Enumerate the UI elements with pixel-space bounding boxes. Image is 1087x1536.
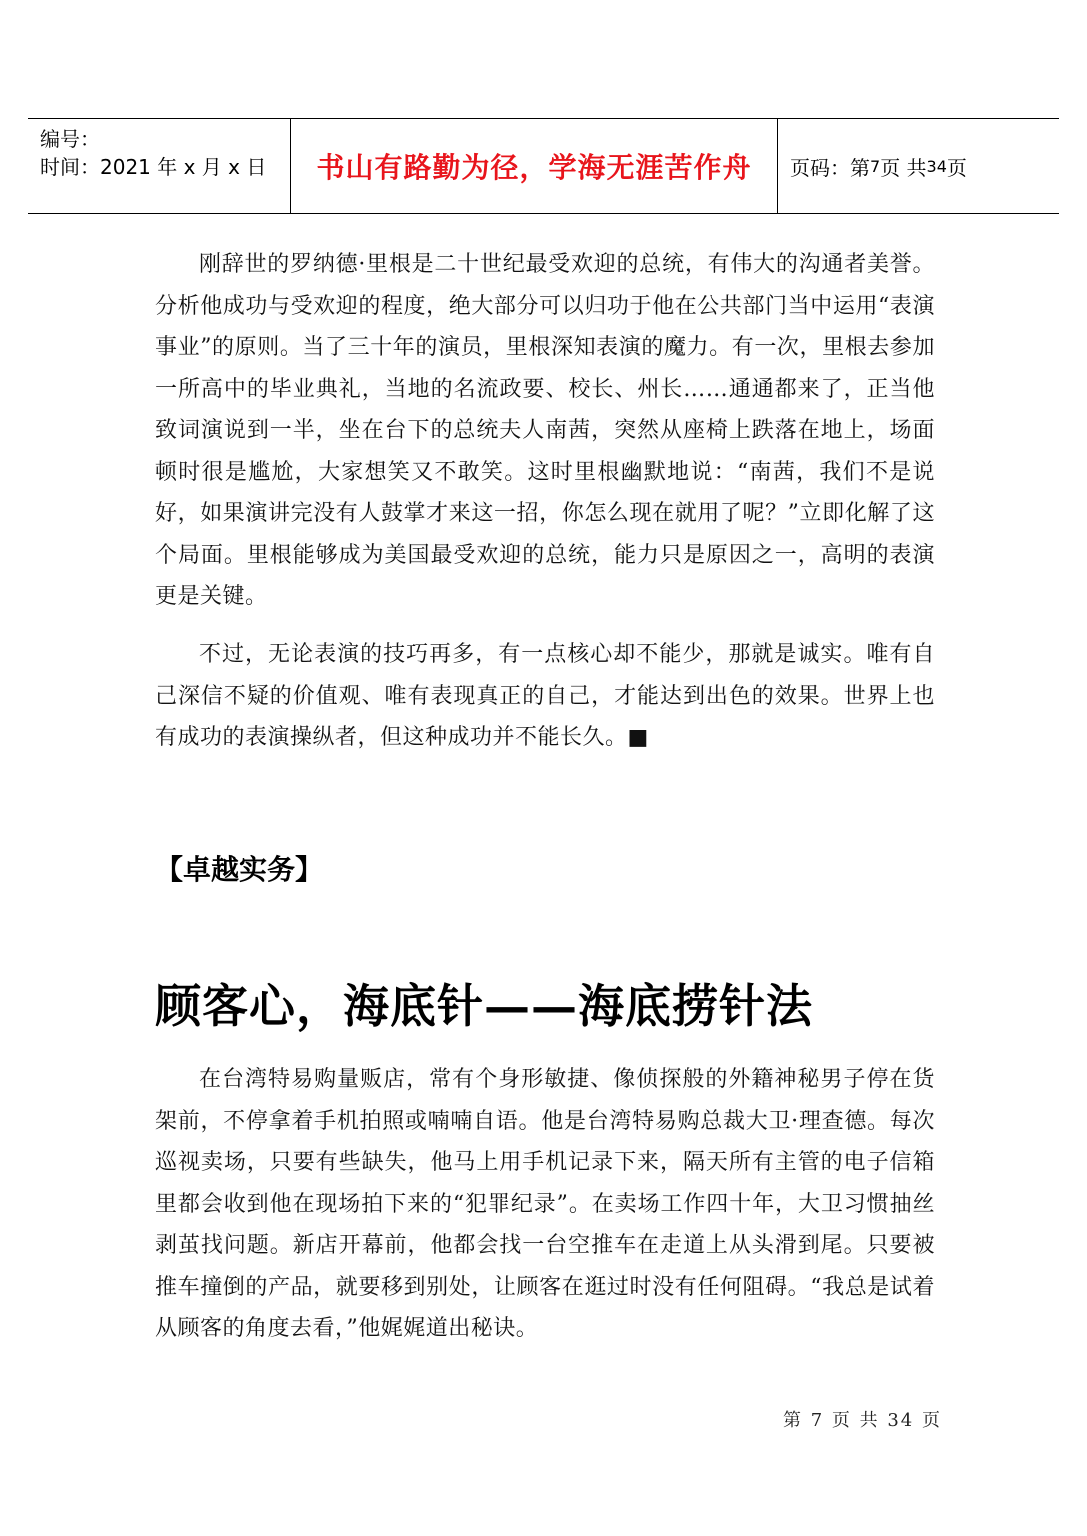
article-title: 顾客心，海底针——海底捞针法 — [155, 979, 813, 1033]
body-paragraph-1: 刚辞世的罗纳德·里根是二十世纪最受欢迎的总统，有伟大的沟通者美誉。分析他成功与受欢迎的程度，绝大部分可以归功于他在公共部门当中运用“表演事业”的原则。当了三十年的演员，里根深知表演的魔力。有一次，里根去参加一所高中的毕业典礼，当地的名流政要、校长、州长……通通都来了，正当他致词演说到一半，坐在台下的总统夫人南茜，突然从座椅上跌落在地上，场面顿时很是尴尬，大家想笑又不敢笑。这时里根幽默地说：“南茜，我们不是说好，如果演讲完没有人鼓掌才来这一招，你怎么现在就用了呢？”立即化解了这个局面。里根能够成为美国最受欢迎的总统，能力只是原因之一，高明的表演更是关键。 — [155, 252, 935, 609]
paragraph-2-text: 不过，无论表演的技巧再多，有一点核心却不能少，那就是诚实。唯有自己深信不疑的价值观、唯有表现真正的自己，才能达到出色的效果。世界上也有成功的表演操纵者，但这种成功并不能长久。 — [155, 642, 935, 750]
document-number-label: 编号： — [40, 127, 100, 151]
header-motto: 书山有路勤为径，学海无涯苦作舟 — [291, 119, 778, 213]
section-label: 【卓越实务】 — [155, 853, 324, 886]
header-table — [28, 118, 1059, 214]
page-suffix: 页 — [946, 155, 967, 180]
header-meta-cell — [28, 119, 291, 213]
header-page-info — [778, 119, 1059, 213]
page-total: 34 — [926, 156, 947, 176]
page-middle: 页 共 — [880, 155, 927, 180]
page-current: 7 — [870, 156, 881, 176]
end-mark: ■ — [627, 725, 649, 750]
page-prefix: 页码：第 — [790, 155, 870, 180]
document-time-label: 时间：2021 年 x 月 x 日 — [40, 155, 267, 179]
page-footer: 第 7 页 共 34 页 — [783, 1410, 942, 1431]
body-paragraph-3: 在台湾特易购量贩店，常有个身形敏捷、像侦探般的外籍神秘男子停在货架前，不停拿着手机拍照或喃喃自语。他是台湾特易购总裁大卫·理查德。每次巡视卖场，只要有些缺失，他马上用手机记录下来，隔天所有主管的电子信箱里都会收到他在现场拍下来的“犯罪纪录”。在卖场工作四十年，大卫习惯抽丝剥茧找问题。新店开幕前，他都会找一台空推车在走道上从头滑到尾。只要被推车撞倒的产品，就要移到别处，让顾客在逛过时没有任何阻碍。“我总是试着从顾客的角度去看，”他娓娓道出秘诀。 — [155, 1067, 935, 1341]
body-paragraph-2 — [155, 634, 935, 759]
